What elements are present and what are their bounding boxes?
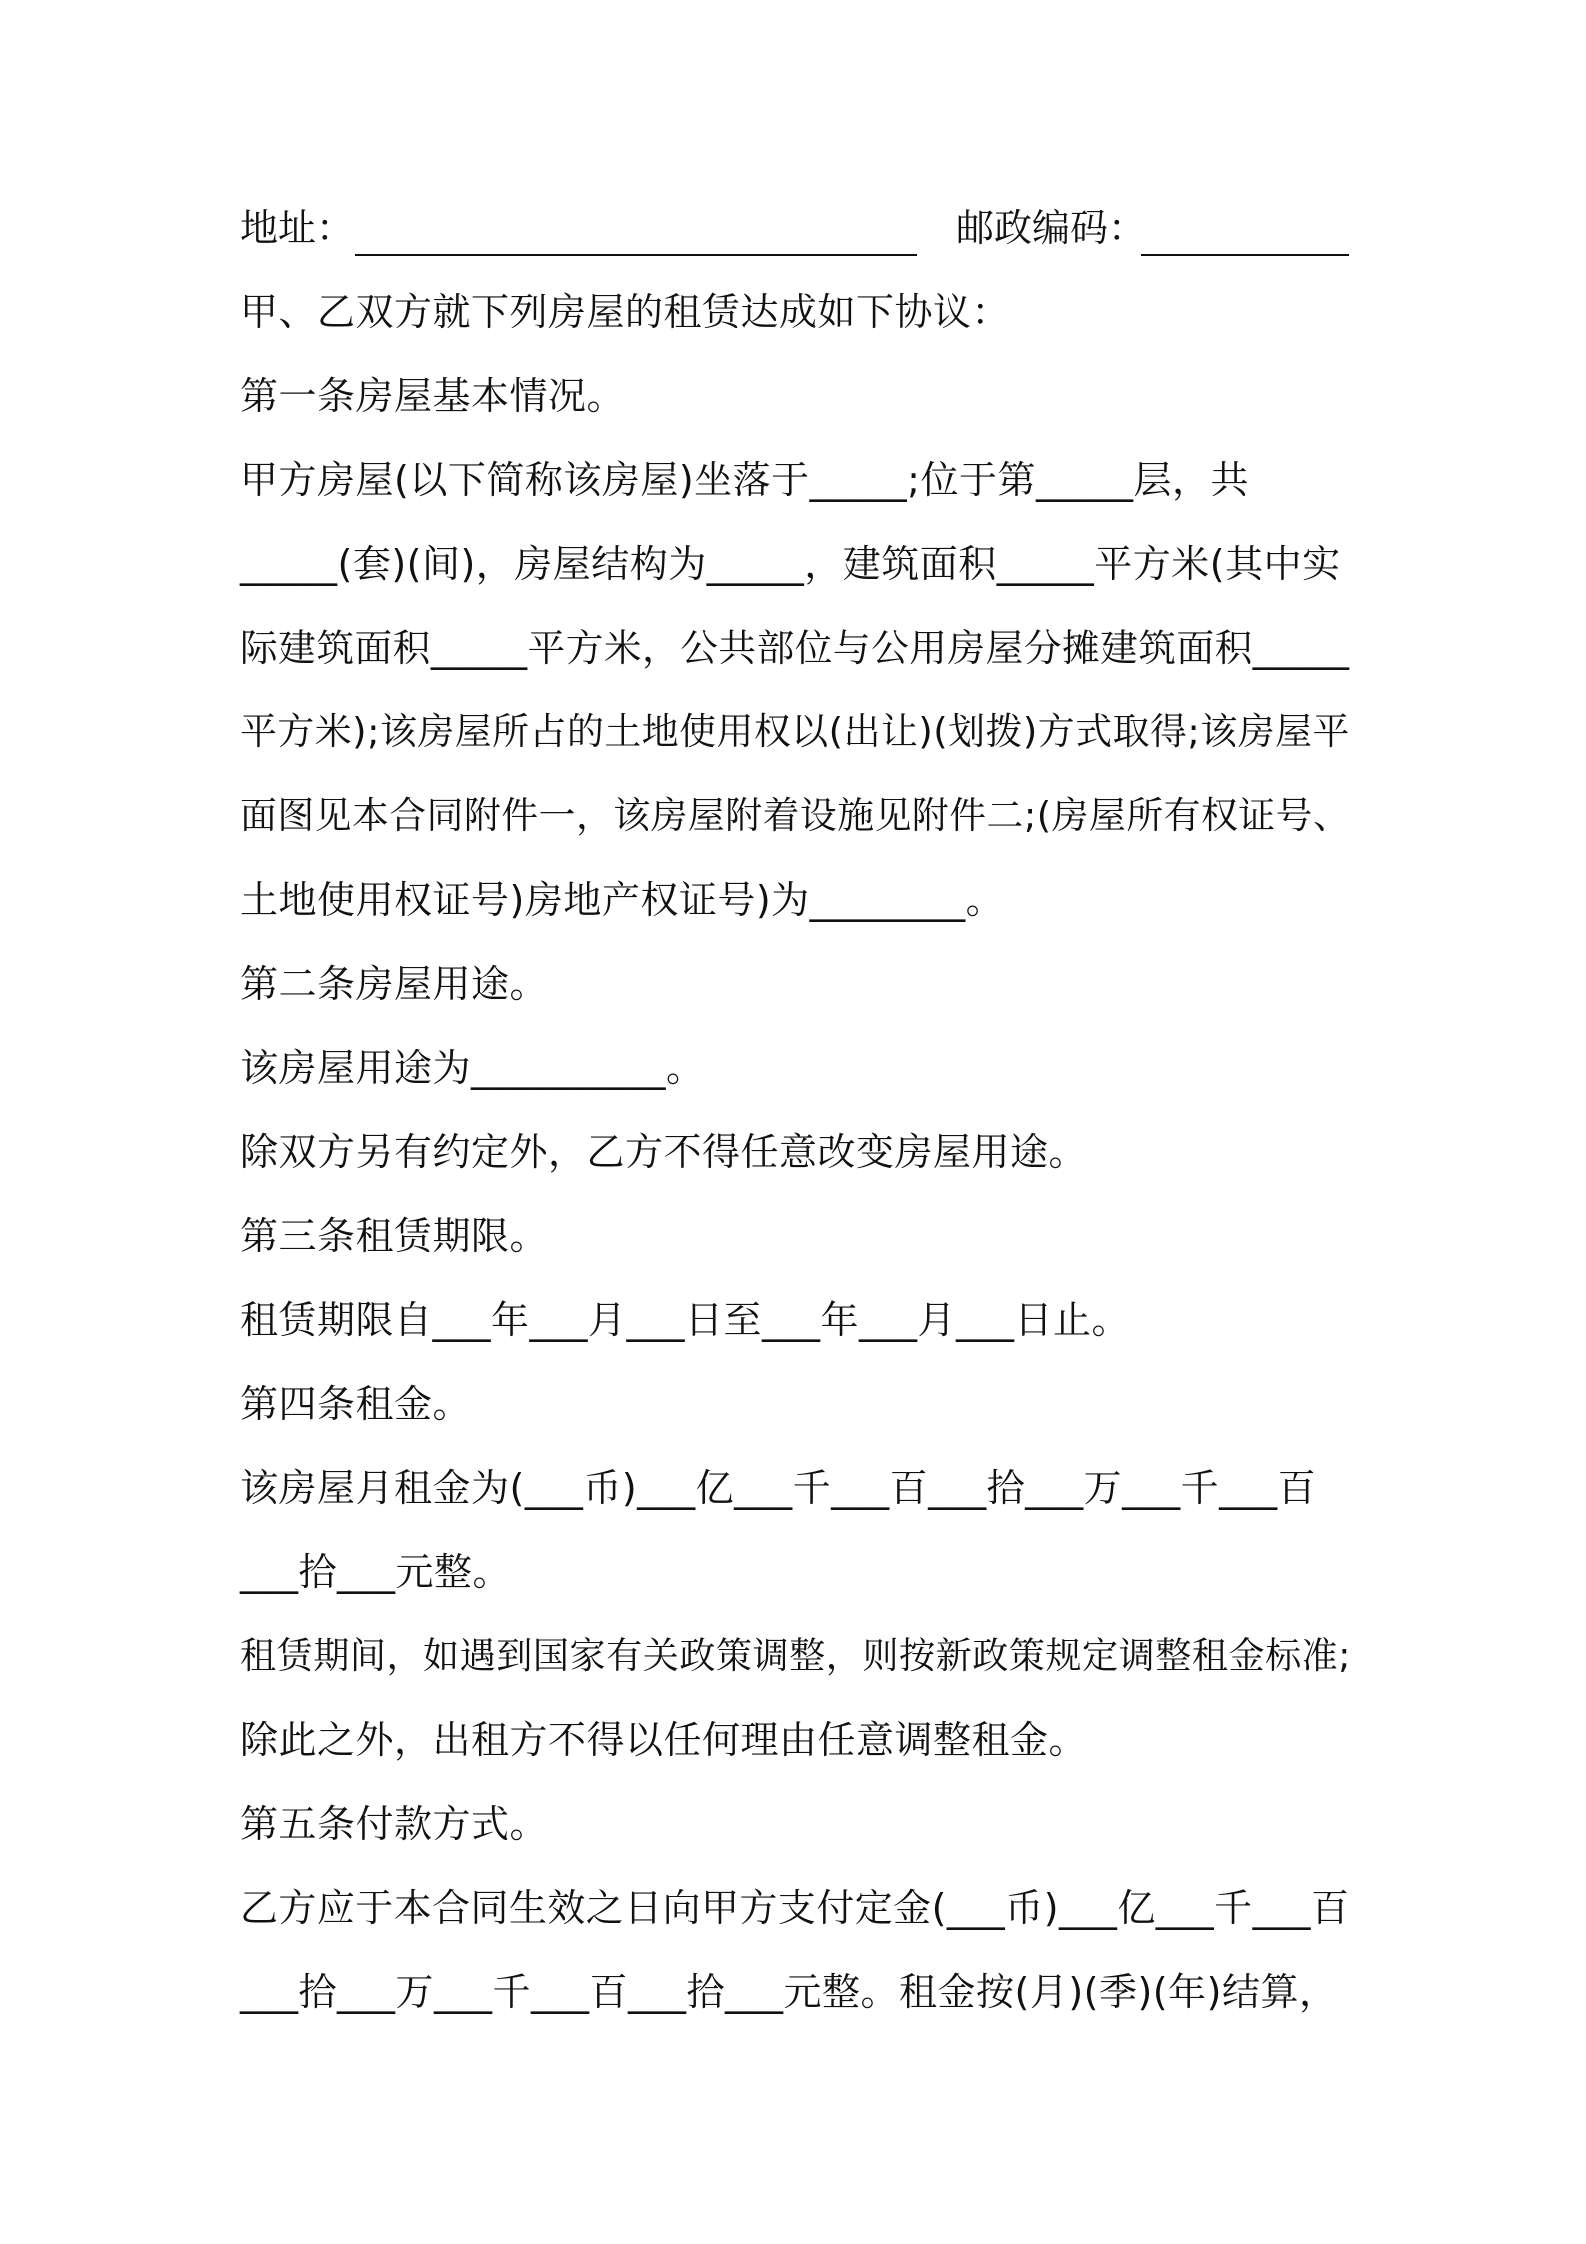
article-1-heading: 第一条房屋基本情况。: [240, 374, 626, 418]
address-blank-line: [355, 254, 917, 256]
article-2-text-line: 该房屋用途为__________。: [240, 1046, 705, 1090]
article-1-text-line: 土地使用权证号)房地产权证号)为________。: [240, 878, 1005, 922]
postal-code-label: 邮政编码：: [956, 206, 1147, 250]
article-3-heading: 第三条租赁期限。: [240, 1214, 549, 1258]
article-5-text-line: 乙方应于本合同生效之日向甲方支付定金(___币)___亿___千___百: [240, 1886, 1350, 1930]
article-5-text-line: ___拾___万___千___百___拾___元整。租金按(月)(季)(年)结算，: [240, 1970, 1338, 2014]
postal-code-blank-line: [1141, 254, 1349, 256]
article-1-text-line: 平方米);该房屋所占的土地使用权以(出让)(划拨)方式取得;该房屋平: [240, 710, 1350, 753]
article-4-text-line: ___拾___元整。: [240, 1550, 512, 1594]
article-1-text-line: 面图见本合同附件一，该房屋附着设施见附件二;(房屋所有权证号、: [240, 794, 1351, 837]
article-4-text-line: 除此之外，出租方不得以任何理由任意调整租金。: [240, 1718, 1088, 1762]
article-5-heading: 第五条付款方式。: [240, 1802, 549, 1846]
address-postal-row: [240, 200, 1350, 260]
article-3-text-line: 租赁期限自___年___月___日至___年___月___日止。: [240, 1298, 1131, 1342]
article-2-heading: 第二条房屋用途。: [240, 962, 549, 1006]
article-1-text-line: 甲方房屋(以下简称该房屋)坐落于_____;位于第_____层，共: [240, 458, 1249, 502]
article-4-text-line: 租赁期间，如遇到国家有关政策调整，则按新政策规定调整租金标准;: [240, 1634, 1351, 1677]
article-4-heading: 第四条租金。: [240, 1382, 472, 1426]
intro-line: 甲、乙双方就下列房屋的租赁达成如下协议：: [240, 290, 1011, 334]
article-1-text-line: _____(套)(间)，房屋结构为_____，建筑面积_____平方米(其中实: [240, 542, 1341, 586]
article-2-text-line: 除双方另有约定外，乙方不得任意改变房屋用途。: [240, 1130, 1088, 1174]
article-1-text-line: 际建筑面积_____平方米，公共部位与公用房屋分摊建筑面积_____: [240, 626, 1350, 670]
address-label: 地址：: [240, 206, 355, 250]
article-4-text-line: 该房屋月租金为(___币)___亿___千___百___拾___万___千___百: [240, 1466, 1317, 1510]
